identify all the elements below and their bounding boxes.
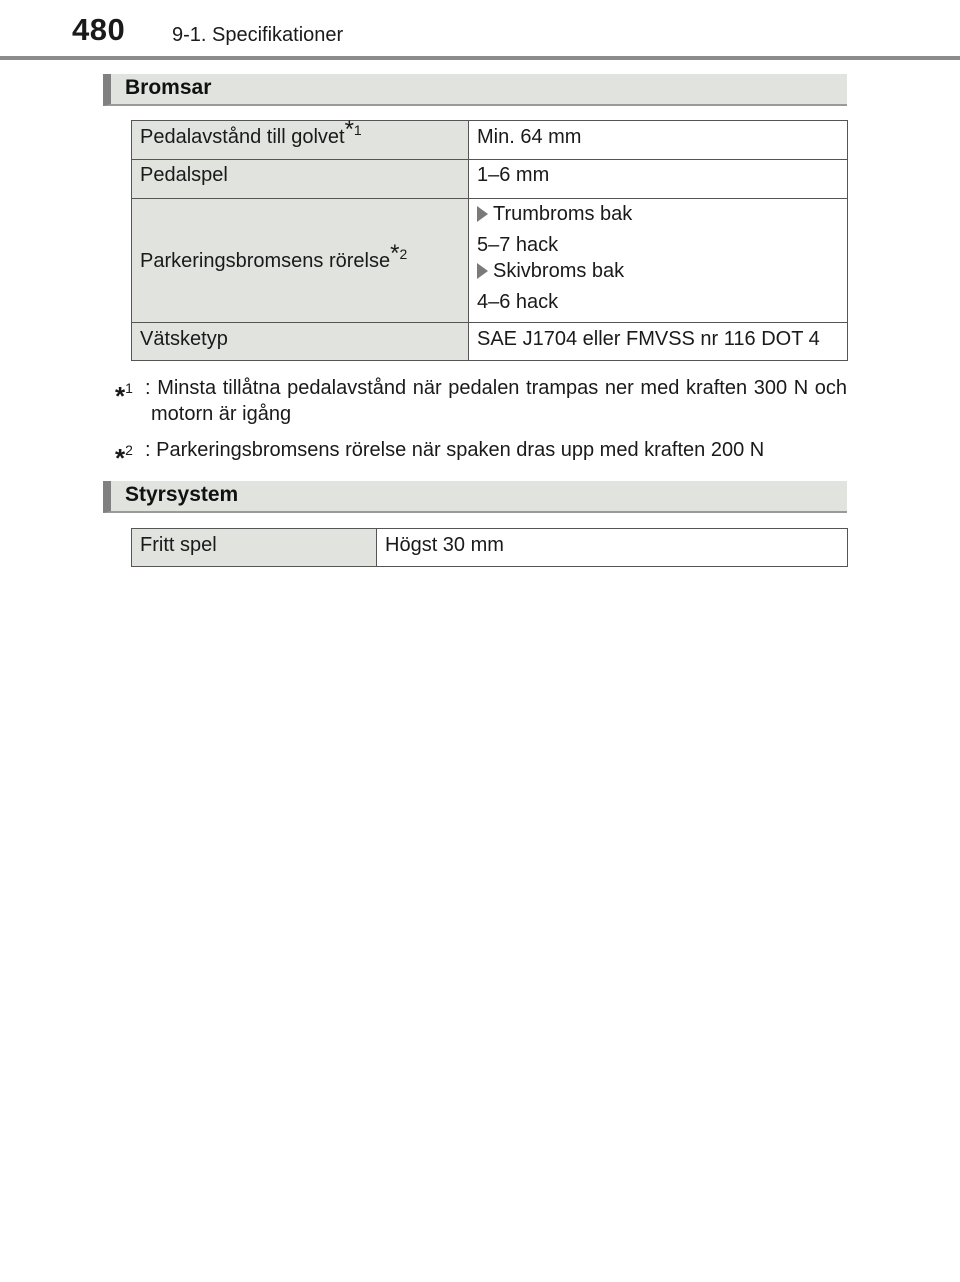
fluid-type-value: SAE J1704 eller FMVSS nr 116 DOT 4 [477, 328, 820, 350]
triangle-bullet-icon [477, 263, 488, 279]
pedal-clearance-label: Pedalavstånd till golvet [140, 126, 345, 148]
brakes-section-title: Bromsar [125, 76, 212, 99]
parking-brake-travel-label: Parkeringsbromsens rörelse [140, 249, 391, 272]
triangle-bullet-icon [477, 206, 488, 222]
pedal-play-label-cell [132, 160, 469, 199]
footnote-asterisk: * [390, 239, 400, 267]
table-row [132, 199, 848, 323]
steering-section-title: Styrsystem [125, 483, 239, 506]
brakes-spec-table [131, 116, 848, 361]
pedal-play-value-cell [469, 160, 848, 199]
list-item [477, 258, 839, 284]
page-header [0, 0, 960, 60]
fluid-type-label: Vätsketyp [140, 328, 228, 350]
disc-brake-value: 4–6 hack [477, 291, 559, 313]
list-item [477, 201, 839, 227]
drum-brake-label: Trumbroms bak [493, 203, 633, 225]
pedal-clearance-value: Min. 64 mm [477, 126, 582, 148]
free-play-label-cell [132, 529, 377, 567]
table-row [132, 121, 848, 160]
footnote-2: *$^2$ : Parkeringsbromsens rörelse när spaken dras upp med kraften 200 N [115, 439, 765, 473]
footnote-1-text: Minsta tillåtna pedalavstånd när pedalen trampas ner med kraften 300 N och motorn är igång [151, 377, 847, 425]
drum-brake-value: 5–7 hack [477, 234, 559, 256]
footnote-number: 1 [353, 122, 362, 138]
footnote-asterisk: * [344, 116, 354, 143]
page-number: 480 [72, 12, 126, 47]
steering-spec-table [131, 528, 848, 567]
pedal-clearance-label-cell [132, 116, 469, 160]
table-row [132, 160, 848, 199]
fluid-type-value-cell [469, 323, 848, 361]
disc-brake-label: Skivbroms bak [493, 260, 625, 282]
free-play-value-cell [377, 529, 848, 567]
fluid-type-label-cell [132, 323, 469, 361]
pedal-play-label: Pedalspel [140, 164, 228, 186]
free-play-value: Högst 30 mm [385, 534, 504, 556]
brakes-section-heading [103, 74, 847, 106]
footnote-1: *$^1$ : Minsta tillåtna pedalavstånd när pedalen trampas ner med kraften 300 N och motorn är igång [115, 377, 847, 425]
pedal-clearance-value-cell [469, 121, 848, 160]
parking-brake-travel-label-cell [132, 199, 469, 323]
footnote-number: 2 [399, 245, 408, 262]
header-rule [0, 56, 960, 60]
table-row [132, 529, 848, 567]
parking-brake-travel-value-cell [469, 199, 848, 323]
pedal-play-value: 1–6 mm [477, 164, 550, 186]
free-play-label: Fritt spel [140, 534, 217, 556]
footnote-marker: *$^2$ [115, 442, 133, 473]
footnote-2-text: Parkeringsbromsens rörelse när spaken dras upp med kraften 200 N [156, 439, 765, 461]
steering-section-heading [103, 481, 847, 513]
section-path: 9-1. Specifikationer [172, 24, 344, 46]
footnote-marker: *$^1$ [115, 380, 133, 411]
table-row [132, 323, 848, 361]
